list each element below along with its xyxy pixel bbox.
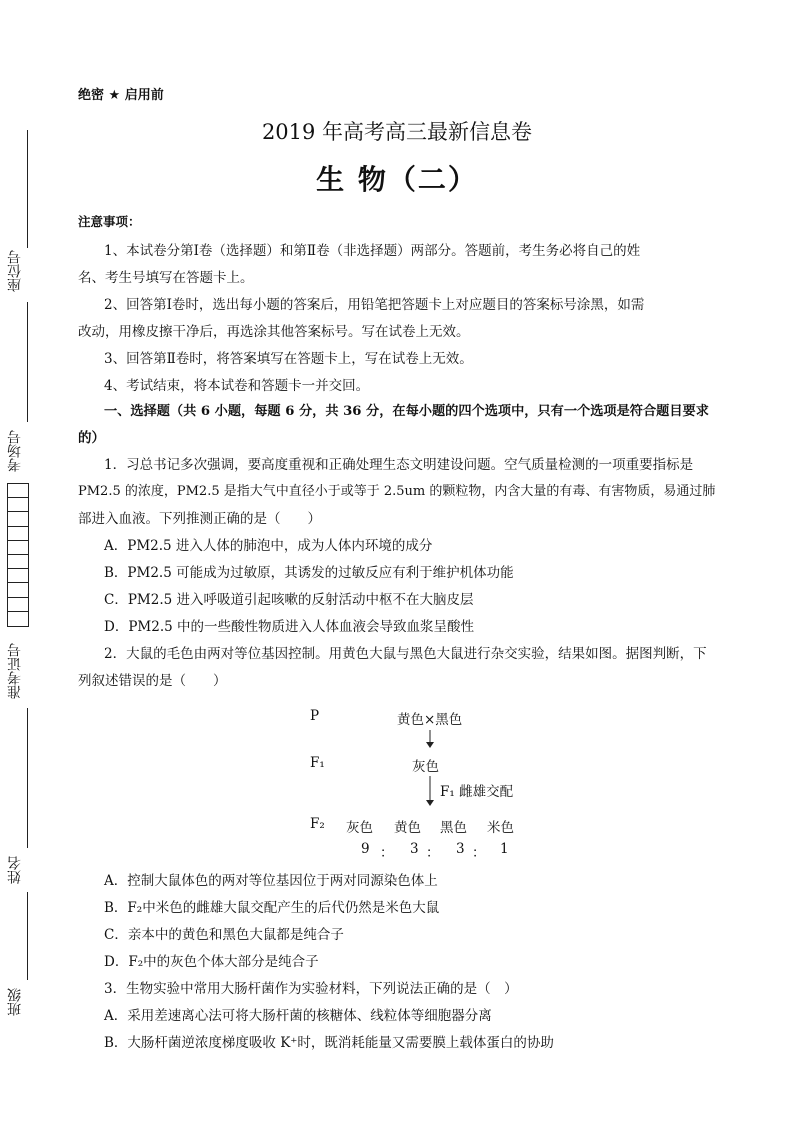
notice-heading: 注意事项： [78, 214, 141, 229]
section-heading-cont: 的） [78, 430, 105, 446]
q2-stem-line: 列叙述错误的是（ ） [78, 673, 227, 689]
f2-ratio-colon: ： [472, 845, 486, 861]
f1-intercross-note: F₁ 雌雄交配 [440, 784, 514, 800]
f2-ratio-value: 3 [410, 841, 419, 857]
generation-p-label: P [310, 708, 320, 724]
q1-option-b: B．PM2.5 可能成为过敏原，其诱发的过敏反应有利于维护机体功能 [104, 565, 514, 581]
f2-ratio-colon: ： [380, 845, 394, 861]
name-label: 姓名 [7, 856, 23, 884]
f2-ratio-value: 9 [361, 841, 370, 857]
notice-line: 改动，用橡皮擦干净后，再选涂其他答案标号。写在试卷上无效。 [78, 324, 470, 340]
strip-line [27, 892, 28, 980]
strip-line [27, 708, 28, 848]
f2-ratio-value: 1 [500, 841, 509, 857]
q1-stem-line: PM2.5 的浓度，PM2.5 是指大气中直径小于或等于 2.5um 的颗粒物，内含大量的有毒、有害物质，易通过肺 [78, 484, 716, 499]
q2-option-d: D．F₂中的灰色个体大部分是纯合子 [104, 954, 319, 970]
notice-line: 名、考生号填写在答题卡上。 [78, 270, 254, 286]
exam-title: 2019 年高考高三最新信息卷 [261, 120, 533, 144]
q3-option-b: B．大肠杆菌逆浓度梯度吸收 K⁺时，既消耗能量又需要膜上载体蛋白的协助 [104, 1035, 554, 1051]
notice-line: 3、回答第Ⅱ卷时，将答案填写在答题卡上，写在试卷上无效。 [104, 351, 473, 367]
subject-title: 生 物（二） [316, 163, 478, 196]
generation-f1-label: F₁ [310, 755, 325, 771]
arrow-down-icon [420, 728, 440, 750]
arrow-down-icon [420, 774, 440, 808]
notice-line: 2、回答第Ⅰ卷时，选出每小题的答案后，用铅笔把答题卡上对应题目的答案标号涂黑，如需 [104, 297, 645, 313]
q3-stem: 3．生物实验中常用大肠杆菌作为实验材料，下列说法正确的是（ ） [104, 981, 518, 997]
f2-phenotype: 黑色 [440, 820, 467, 836]
q2-stem-line: 2．大鼠的毛色由两对等位基因控制。用黄色大鼠与黑色大鼠进行杂交实验，结果如图。据图判断，下 [104, 646, 707, 662]
q1-option-c: C．PM2.5 进入呼吸道引起咳嗽的反射活动中枢不在大脑皮层 [104, 592, 474, 608]
section-heading: 一、选择题（共 6 小题，每题 6 分，共 36 分，在每小题的四个选项中，只有一个选项是符合题目要求 [104, 404, 709, 419]
q2-option-c: C．亲本中的黄色和黑色大鼠都是纯合子 [104, 927, 344, 943]
q1-stem-line: 1．习总书记多次强调，要高度重视和正确处理生态文明建设问题。空气质量检测的一项重要指标是 [104, 457, 694, 473]
notice-line: 4、考试结束，将本试卷和答题卡一并交回。 [104, 378, 370, 394]
q2-option-a: A．控制大鼠体色的两对等位基因位于两对同源染色体上 [104, 873, 438, 889]
f2-ratio-colon: ： [426, 845, 440, 861]
confidential-mark: 绝密 ★ 启用前 [78, 88, 164, 103]
f2-ratio-value: 3 [456, 841, 465, 857]
seat-number-label: 座位号 [7, 250, 23, 292]
f2-phenotype: 米色 [487, 820, 514, 836]
q1-stem-line: 部进入血液。下列推测正确的是（ ） [78, 511, 321, 527]
strip-line [27, 302, 28, 422]
ticket-number-label: 准考证号 [7, 643, 23, 699]
notice-line: 1、本试卷分第Ⅰ卷（选择题）和第Ⅱ卷（非选择题）两部分。答题前，考生务必将自己的姓 [104, 243, 641, 259]
generation-f2-label: F₂ [310, 816, 325, 832]
number-box-grid [7, 483, 29, 627]
f1-phenotype: 灰色 [412, 759, 439, 775]
f2-phenotype: 灰色 [346, 820, 373, 836]
q1-option-a: A．PM2.5 进入人体的肺泡中，成为人体内环境的成分 [104, 538, 433, 554]
q3-option-a: A．采用差速离心法可将大肠杆菌的核糖体、线粒体等细胞器分离 [104, 1008, 492, 1024]
class-label: 班级 [7, 988, 23, 1016]
q1-option-d: D．PM2.5 中的一些酸性物质进入人体血液会导致血浆呈酸性 [104, 619, 474, 635]
parent-cross: 黄色×黑色 [397, 712, 463, 728]
f2-phenotype: 黄色 [394, 820, 421, 836]
exam-room-label: 考场号 [7, 430, 23, 472]
q2-option-b: B．F₂中米色的雌雄大鼠交配产生的后代仍然是米色大鼠 [104, 900, 440, 916]
